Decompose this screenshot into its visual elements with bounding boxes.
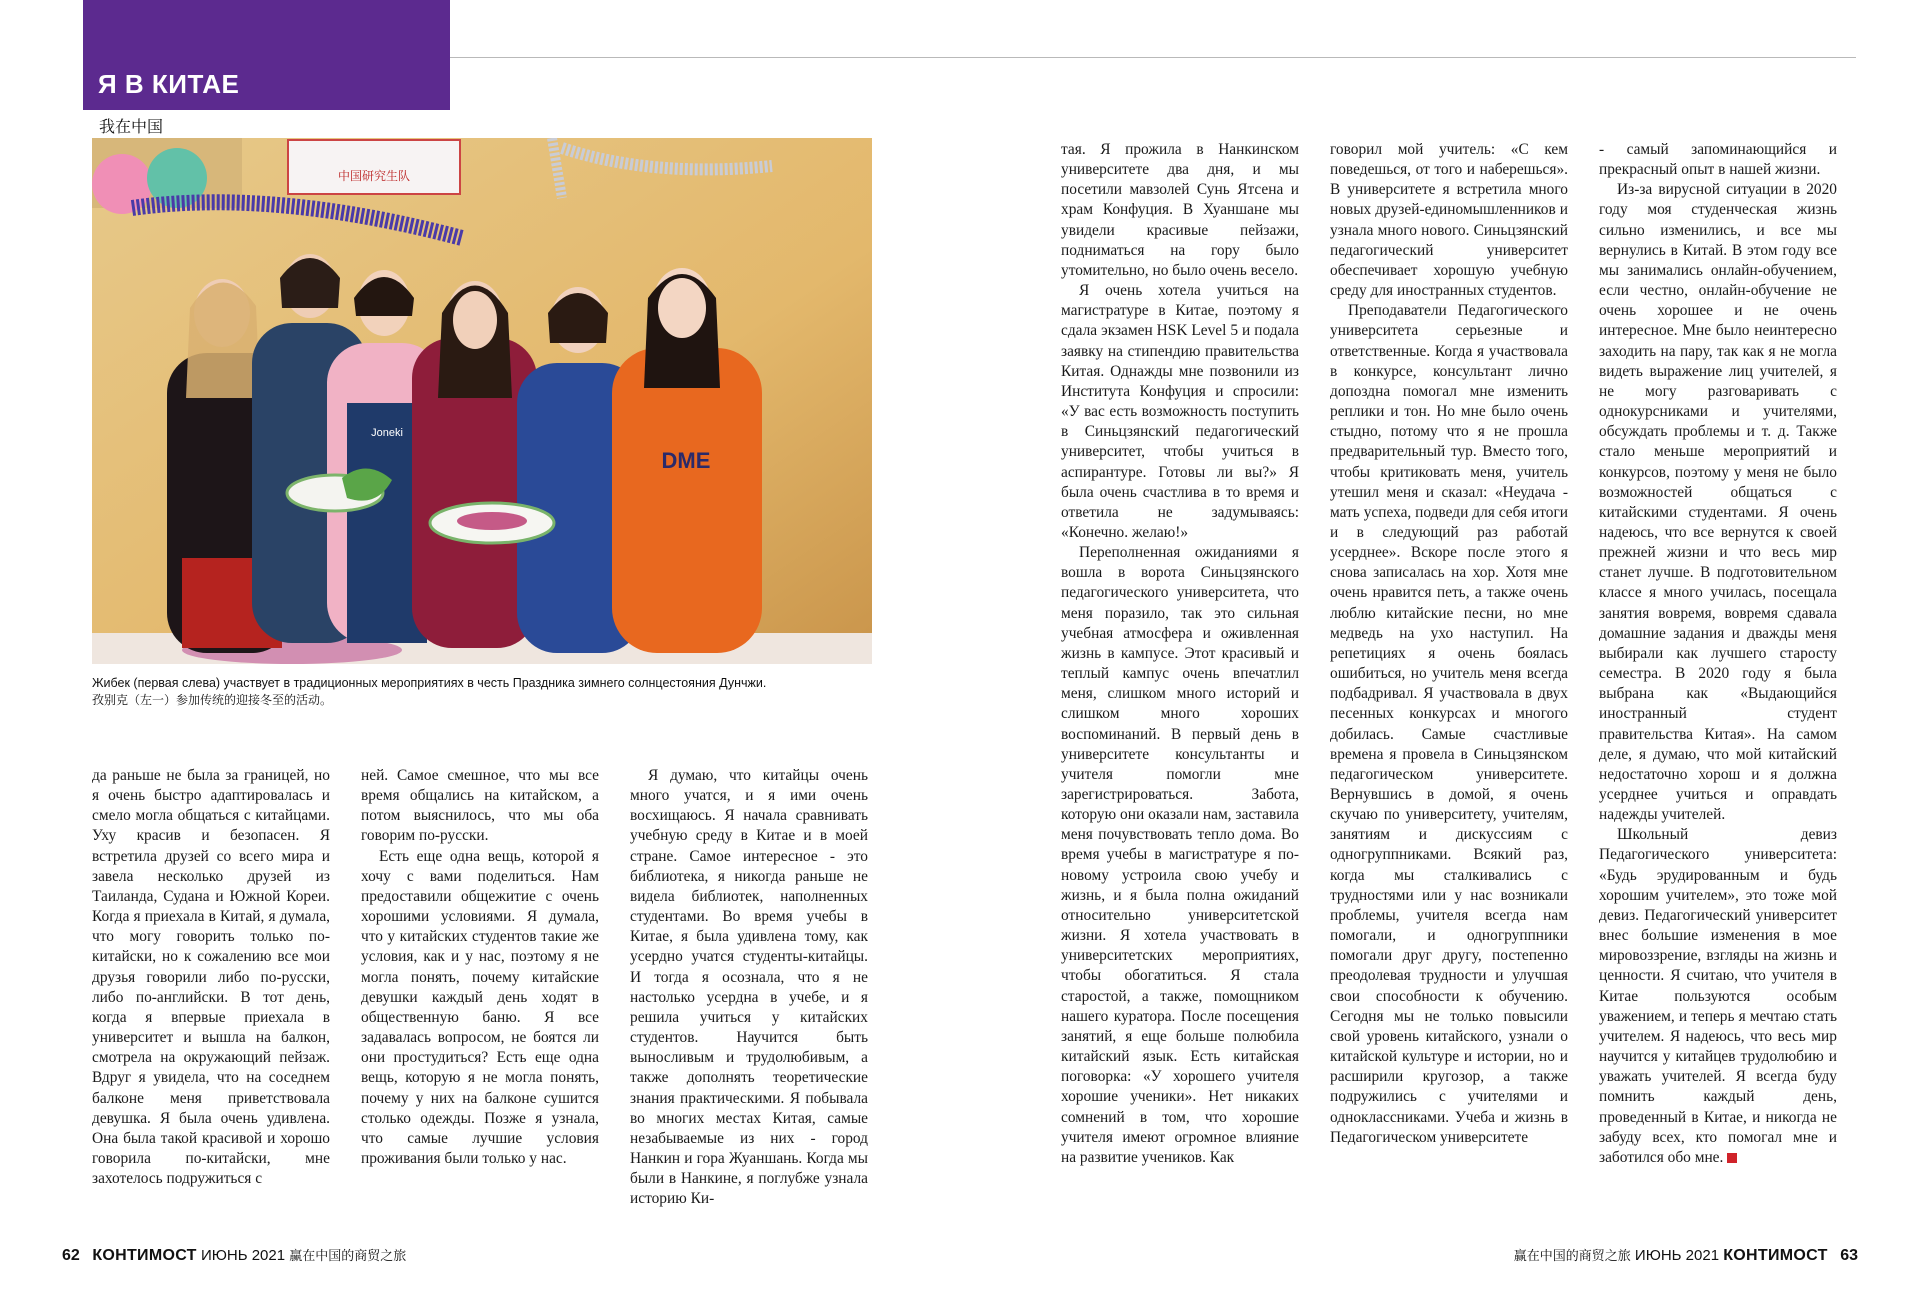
paragraph: Переполненная ожиданиями я вошла в ворота Синьцзянского педагогического университета, что меня поразило, так это сильная учебная атмосфера и оживленная жизнь в кампусе. Этот красивый и теплый кампус очень впечатлил меня, слишком много историй и слишком много хороших воспоминаний. В первый день в университете консультанты и учителя помогли мне зарегистрироваться. Забота, которую они оказали нам, заставила меня почувствовать тепло дома. Во время учебы в магистратуре я по-новому устроила свою учебу и жизнь, и я была полна ожиданий относительно университетской жизни. Я хотела участвовать в университетских мероприятиях, чтобы обогатиться. Я стала старостой, а также, помощником нашего куратора. После посещения занятий, я еще больше полюбила китайский язык. Есть китайская поговорка: «У хорошего учителя хорошие ученики». Нет никаких сомнений в том, что хорошие учителя имеют огромное влияние на развитие учеников. Как [1061, 544, 1299, 1166]
text-column-3 [630, 766, 868, 1209]
sweater-text: DME [661, 448, 711, 473]
photo-caption-chinese: 孜别克（左一）参加传统的迎接冬至的活动。 [92, 693, 333, 707]
wall-sign-text: 中国研究生队 [337, 169, 411, 183]
section-subtitle: 我在中国 [99, 117, 164, 136]
paragraph: Из-за вирусной ситуации в 2020 году моя студенческая жизнь сильно изменились, и все мы вернулись в Китай. В этом году все мы занимались онлайн-обучением, если честно, онлайн-обучение не очень хорошее и не очень интересное. Мне было неинтересно заходить на пару, так как я не могла видеть выражение лиц учителей, я не могу разговаривать с однокурсниками и учителями, обсуждать проблемы и т. д. Также стало меньше мероприятий и конкурсов, поэтому у меня не было возможностей общаться с китайскими студентами. Я очень надеюсь, что все вернутся к своей прежней жизни и что весь мир станет лучше. В подготовительном классе я много училась, посещала занятия вовремя, вовремя сдавала домашние задания и дважды меня выбирали как лучшего старосту семестра. В 2020 году я была выбрана как «Выдающийся иностранный студент правительства Китая». На самом деле, я думаю, что мой китайский недостаточно хорош и я должна усерднее учиться и оправдать надежды учителей. [1599, 181, 1837, 824]
issue-date: ИЮНЬ 2021 [1634, 1247, 1720, 1264]
text-column-5 [1330, 140, 1568, 1148]
photo-caption: Жибек (первая слева) участвует в традиционных мероприятиях в честь Праздника зимнего солнцестояния Дунчжи. [92, 676, 767, 690]
paragraph: Я очень хотела учиться на магистратуре в Китае, поэтому я сдала экзамен HSK Level 5 и подала заявку на стипендию правительства Китая. Однажды мне позвонили из Института Конфуция и спросили: «У вас есть возможность поступить в Синьцзянский педагогический университет, чтобы учиться в аспирантуре. Готовы ли вы?» Я была очень счастлива в то время и ответила не задумываясь: «Конечно. желаю!» [1061, 282, 1299, 541]
magazine-brand: КОНТИМОСТ [92, 1247, 197, 1264]
paragraph-final [1599, 825, 1837, 1168]
text-column-1 [92, 766, 330, 1189]
paragraph: да раньше не была за границей, но я очень быстро адаптировалась и смело могла общаться с китайцами. Уху красив и безопасен. Я встретила друзей со всего мира и завела несколько друзей из Таиланда, Судана и Южной Кореи. Когда я приехала в Китай, я думала, что могу говорить только по-китайски, но к сожалению все мои друзья говорили либо по-русски, либо по-английски. В тот день, когда я впервые приехала в университет и вышла на балкон, смотрела на окружающий пейзаж. Вдруг я увидела, что на соседнем балконе меня приветствовала девушка. Я была очень удивлена. Она была такой красивой и хорошо говорила по-китайски, мне захотелось подружиться с [92, 767, 330, 1188]
footer-right [1514, 1246, 1858, 1267]
text-column-4 [1061, 140, 1299, 1168]
tagline: 赢在中国的商贸之旅 [289, 1249, 407, 1264]
page-number-right: 63 [1840, 1247, 1858, 1264]
paragraph: говорил мой учитель: «С кем поведешься, от того и наберешься». В университете я встретила много новых друзей-единомышленников и узнала много нового. Синьцзянский педагогический университет обеспечивает хорошую учебную среду для иностранных студентов. [1330, 141, 1568, 300]
article-photo [92, 138, 872, 664]
magazine-brand: КОНТИМОСТ [1723, 1247, 1828, 1264]
wall-sign [288, 140, 460, 194]
paragraph: Есть еще одна вещь, которой я хочу с вами поделиться. Нам предоставили общежитие с очень хорошими условиями. Я думала, что у китайских студентов такие же условия, как и у нас, поэтому я не могла понять, почему китайские девушки каждый день ходят в общественную баню. Я все задавалась вопросом, не боятся ли они простудиться? Есть еще одна вещь, которую я не могла понять, почему у них на балконе сушится столько одежды. Позже я узнала, что самые лучшие условия проживания были только у нас. [361, 847, 599, 1167]
paragraph: ней. Самое смешное, что мы все время общались на китайском, а потом выяснилось, что мы оба говорим по-русски. [361, 767, 599, 845]
paragraph: Преподаватели Педагогического университета серьезные и ответственные. Когда я участвовала в конкурсе, консультант лично допоздна помогал мне изменить реплики и тон. Но мне было очень стыдно, потому что я не прошла предварительный тур. Вместо того, чтобы критиковать меня, учитель утешил меня и сказал: «Неудача - мать успеха, подведи для себя итоги и в следующий раз работай усерднее». Вскоре после этого я снова записалась на хор. Хотя мне очень нравится петь, а также очень люблю китайские песни, но мне медведь на ухо наступил. На репетициях я очень боялась ошибиться, но учитель меня всегда подбадривал. Я участвовала в двух песенных конкурсах и многого добилась. Самые счастливые времена я провела в Синьцзянском педагогическом университете. Вернувшись в домой, я очень скучаю по университету, учителям, занятиям и дискуссиям с одногруппниками. Всякий раз, когда мы сталкивались с трудностями или у нас возникали проблемы, учителя всегда нам помогали, и одногруппники помогали друг другу, постепенно преодолевая трудности и улучшая свои способности к обучению. Сегодня мы не только повысили свой уровень китайского, узнали о китайской культуре и истории, но и расширили кругозор, а также подружились с учителями и одноклассниками. Учеба и жизнь в Педагогическом университете [1330, 302, 1568, 1146]
apron-text: Joneki [371, 427, 403, 439]
page-number-left: 62 [62, 1247, 80, 1264]
paragraph: - самый запоминающийся и прекрасный опыт в нашей жизни. [1599, 141, 1837, 179]
text-column-2 [361, 766, 599, 1169]
footer-left [62, 1246, 406, 1267]
end-of-article-mark [1727, 1153, 1737, 1163]
paragraph: тая. Я прожила в Нанкинском университете два дня, и мы посетили мавзолей Сунь Ятсена и храм Конфуция. В Хуаншане мы увидели красивые пейзажи, подниматься на гору было утомительно, но было очень весело. [1061, 141, 1299, 279]
paragraph-final-text: Школьный девиз Педагогического университета: «Будь эрудированным и будь хорошим учителем», это тоже мой девиз. Педагогический университет внес большие изменения в мое мировоззрение, взгляды на жизнь и ценности. Я считаю, что учителя в Китае пользуются особым уважением, и теперь я мечтаю стать учителем. Я надеюсь, что весь мир научится у китайцев трудолюбию и уважать учителей. Я всегда буду помнить каждый день, проведенный в Китае, и никогда не забуду всех, кто помогал мне и заботился обо мне. [1599, 826, 1837, 1166]
tagline: 赢在中国的商贸之旅 [1513, 1249, 1631, 1264]
header-rule [450, 57, 1856, 58]
section-title: Я В КИТАЕ [98, 69, 240, 99]
issue-date: ИЮНЬ 2021 [200, 1247, 286, 1264]
text-column-6 [1599, 140, 1837, 1168]
paragraph: Я думаю, что китайцы очень много учатся, и я ими очень восхищаюсь. Я начала сравнивать учебную среду в Китае и в моей стране. Самое интересное - это библиотека, я никогда раньше не видела библиотек, наполненных студентами. Во время учебы в Китае, я была удивлена тому, как усердно учатся студенты-китайцы. И тогда я осознала, что я не настолько усердна в учебе, и я решила учиться у китайских студентов. Научится быть выносливым и трудолюбивым, а также дополнять теоретические знания практическими. Я побывала во многих местах Китая, самые незабываемые из них - город Нанкин и гора Жуаншань. Когда мы были в Нанкине, я поглубже узнала историю Ки- [630, 767, 868, 1208]
